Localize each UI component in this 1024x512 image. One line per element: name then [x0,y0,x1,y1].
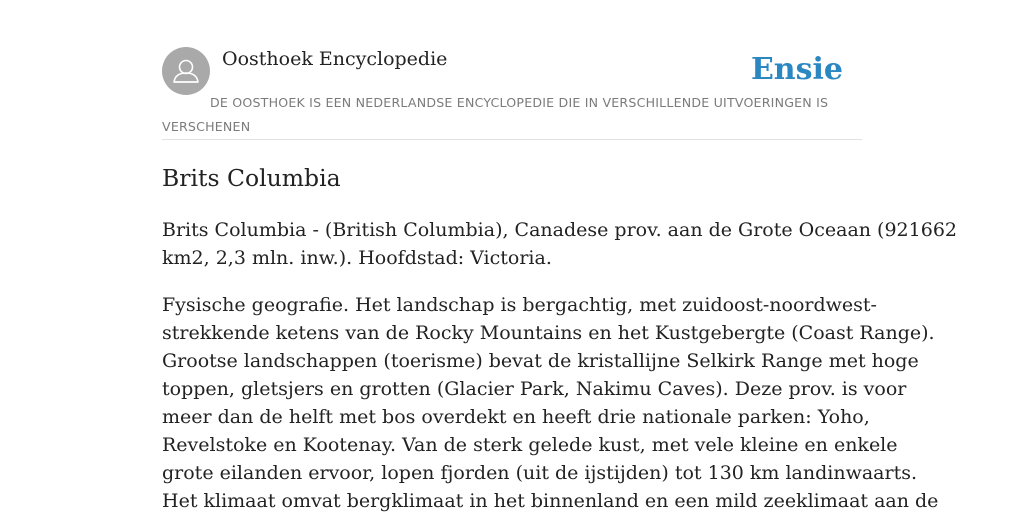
paragraph-line: meer dan de helft met bos overdekt en heeft drie nationale parken: Yoho, [162,406,870,428]
article-paragraph-geography [162,291,939,512]
brand-logo[interactable]: Ensie [750,52,843,87]
paragraph-line: toppen, gletsjers en grotten (Glacier Park, Nakimu Caves). Deze prov. is voor [162,378,907,400]
paragraph-line: grote eilanden ervoor, lopen fjorden (uit de ijstijden) tot 130 km landinwaarts. [162,462,918,484]
article [162,160,958,512]
paragraph-line: Revelstoke en Kootenay. Van de sterk gelede kust, met vele kleine en enkele [162,434,898,456]
paragraph-line: Fysische geografie. Het landschap is bergachtig, met zuidoost-noordwest- [162,294,877,316]
page-title: Brits Columbia [162,164,341,192]
site-tagline: DE OOSTHOEK IS EEN NEDERLANDSE ENCYCLOPEDIE DIE IN VERSCHILLENDE UITVOERINGEN IS VERSCHENEN [162,95,829,134]
paragraph-line: Grootse landschappen (toerisme) bevat de kristallijne Selkirk Range met hoge [162,350,919,372]
site-header [162,46,862,140]
site-title[interactable]: Oosthoek Encyclopedie [222,48,448,70]
paragraph-line: km2, 2,3 mln. inw.). Hoofdstad: Victoria. [162,247,552,269]
paragraph-line: Brits Columbia - (British Columbia), Canadese prov. aan de Grote Oceaan (921662 [162,219,958,241]
paragraph-line: Het klimaat omvat bergklimaat in het binnenland en een mild zeeklimaat aan de [162,490,939,512]
paragraph-line: strekkende ketens van de Rocky Mountains en het Kustgebergte (Coast Range). [162,322,935,344]
avatar[interactable] [162,47,210,95]
article-paragraph-intro [162,216,958,272]
user-icon [162,47,210,95]
